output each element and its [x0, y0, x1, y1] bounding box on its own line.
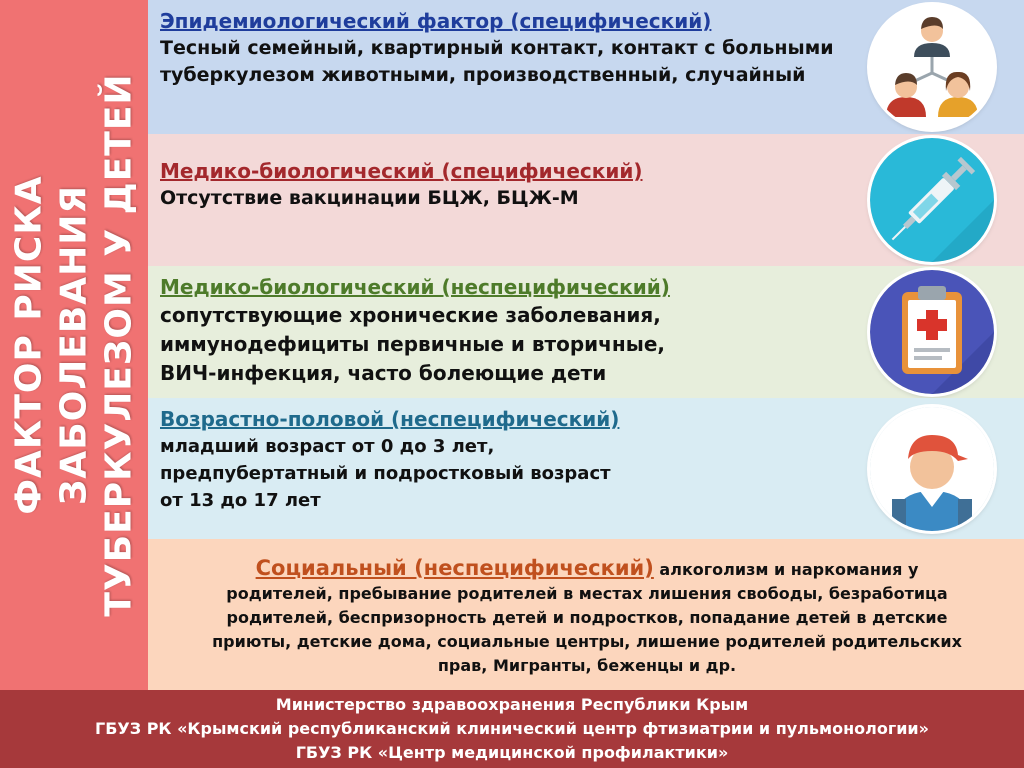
side-title-line: ФАКТОР РИСКА [8, 175, 50, 515]
factor-body: Отсутствие вакцинации БЦЖ, БЦЖ-М [160, 187, 579, 209]
side-title-line: ТУБЕРКУЛЕЗОМ У ДЕТЕЙ [98, 73, 140, 617]
medical-clipboard-icon [870, 270, 994, 394]
side-title-panel [0, 0, 148, 690]
factor-heading: Медико-биологический (специфический) [160, 159, 643, 183]
factor-heading: Возрастно-половой (неспецифический) [160, 407, 620, 431]
factor-body-line: ВИЧ-инфекция, часто болеющие дети [160, 361, 607, 385]
factor-heading: Эпидемиологический фактор (специфический) [160, 9, 712, 33]
social-line: родителей, беспризорность детей и подростков, попадание детей в детские [226, 608, 948, 627]
factor-age-sex [148, 398, 1024, 539]
social-first-line: алкоголизм и наркомания у [653, 560, 919, 579]
factor-body-line: иммунодефициты первичные и вторичные, [160, 332, 665, 356]
side-title-line: ЗАБОЛЕВАНИЯ [53, 184, 95, 506]
factor-biomedical-nonspecific [148, 266, 1024, 398]
factor-heading: Медико-биологический (неспецифический) [160, 275, 670, 299]
social-line: приюты, детские дома, социальные центры, лишение родителей родительских [212, 632, 962, 651]
social-line: прав, Мигранты, беженцы и др. [437, 656, 737, 675]
footer-line: ГБУЗ РК «Крымский республиканский клинический центр фтизиатрии и пульмонологии» [95, 719, 929, 738]
footer-line: Министерство здравоохранения Республики Крым [275, 695, 749, 714]
social-heading: Социальный (неспецифический) [255, 556, 654, 580]
factor-body-line: младший возраст от 0 до 3 лет, [160, 436, 495, 457]
factor-body-line: от 13 до 17 лет [160, 490, 321, 511]
factor-body: Тесный семейный, квартирный контакт, контакт с больными туберкулезом животными, производственный, случайный [160, 37, 834, 86]
family-contact-icon [870, 5, 994, 129]
factor-epidemiological [148, 0, 1024, 134]
footer [0, 690, 1024, 768]
syringe-icon [870, 138, 994, 262]
side-title [7, 35, 142, 655]
teenager-icon [870, 407, 994, 531]
factor-biomedical-specific [148, 134, 1024, 266]
factor-body-line: сопутствующие хронические заболевания, [160, 303, 661, 327]
factor-body-line: предпубертатный и подростковый возраст [160, 463, 611, 484]
factor-social [148, 539, 1024, 690]
social-line: родителей, пребывание родителей в местах лишения свободы, безработица [226, 584, 948, 603]
footer-line: ГБУЗ РК «Центр медицинской профилактики» [295, 743, 729, 762]
social-text [162, 555, 1012, 678]
